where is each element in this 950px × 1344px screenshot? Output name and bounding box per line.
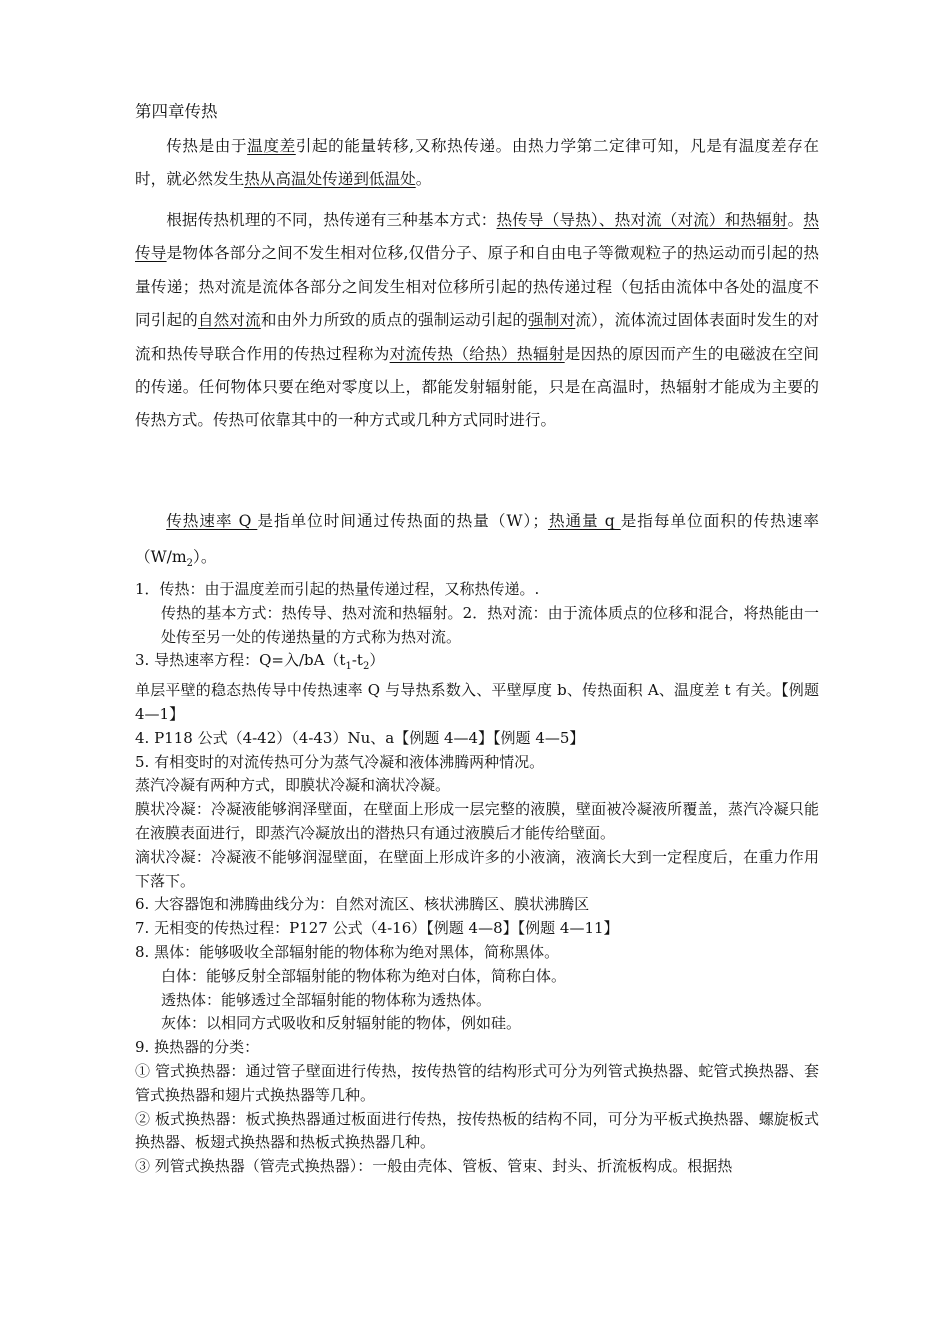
subscript: 1 xyxy=(345,661,352,673)
text: 流），流体流过固体表面时发生的对流和热传导联合作用的传热过程称为 xyxy=(135,311,819,363)
text: 3. 导热速率方程：Q=入/bA（t xyxy=(135,651,346,670)
paragraph-heat-rate-definition xyxy=(135,503,819,582)
underlined-term: 自然对流 xyxy=(197,311,261,330)
text: ）。 xyxy=(193,548,217,566)
list-item: 7. 无相变的传热过程：P127 公式（4-16）【例题 4—8】【例题 4—11】 xyxy=(135,919,619,938)
notes-list xyxy=(135,578,819,1179)
underlined-term: 传热速率 Q xyxy=(166,512,258,530)
paragraph-heat-transfer-definition xyxy=(135,130,819,197)
list-item: 单层平壁的稳态热传导中传热速率 Q 与导热系数入、平壁厚度 b、传热面积 A、温度差 t 有关。【例题 4—1】 xyxy=(135,681,819,723)
chapter-title: 第四章传热 xyxy=(135,102,218,121)
text: 是指每单位面积的传热速率（W/m xyxy=(135,512,819,566)
list-item xyxy=(135,649,819,679)
text: 是物体各部分之间不发生相对位移,仅借分子、原子和自由电子等微观粒子的热运动而引起的热量传递；热对流是流体各部分之间发生相对位移所引起的热传递过程（包括由流体中各处的温度不同引起的 xyxy=(135,244,819,330)
list-item: 灰体：以相同方式吸收和反射辐射能的物体，例如硅。 xyxy=(161,1014,522,1033)
underlined-term: 热从高温处传递到低温处 xyxy=(244,170,416,189)
text: ） xyxy=(369,651,385,670)
underlined-term: 热辐射 xyxy=(516,344,565,363)
list-item: 8. 黑体：能够吸收全部辐射能的物体称为绝对黑体，简称黑体。 xyxy=(135,942,560,961)
text: 。 xyxy=(787,211,804,229)
text: 。 xyxy=(415,170,432,189)
list-item: 9. 换热器的分类： xyxy=(135,1038,260,1057)
list-item: 6. 大容器饱和沸腾曲线分为：自然对流区、核状沸腾区、膜状沸腾区 xyxy=(135,895,590,914)
list-item: ① 管式换热器：通过管子壁面进行传热，按传热管的结构形式可分为列管式换热器、蛇管式换热器、套管式换热器和翅片式换热器等几种。 xyxy=(135,1061,819,1104)
list-item: 蒸汽冷凝有两种方式，即膜状冷凝和滴状冷凝。 xyxy=(135,776,451,795)
text: 和由外力所致的质点的强制运动引起的 xyxy=(260,311,529,330)
list-item: 4. P118 公式（4-42）（4-43）Nu、a【例题 4—4】【例题 4—5】 xyxy=(135,728,585,747)
underlined-term: 温度差 xyxy=(247,137,296,155)
list-item: 透热体：能够透过全部辐射能的物体称为透热体。 xyxy=(161,990,492,1009)
text: 引起的能量转移,又称热传递。由热力学第二定律可知，凡是有温度差存在时，就必然发生 xyxy=(135,137,819,189)
list-item: ③ 列管式换热器（管壳式换热器）：一般由壳体、管板、管束、封头、折流板构成。根据热 xyxy=(135,1157,733,1176)
list-item: 滴状冷凝：冷凝液不能够润湿壁面，在壁面上形成许多的小液滴，液滴长大到一定程度后，在重力作用下落下。 xyxy=(135,847,819,890)
underlined-term: 对流传热（给热） xyxy=(389,344,517,363)
underlined-term: 热通量 q xyxy=(547,512,621,530)
list-item: ② 板式换热器：板式换热器通过板面进行传热，按传热板的结构不同，可分为平板式换热器、螺旋板式换热器、板翅式换热器和热板式换热器几种。 xyxy=(135,1109,819,1152)
list-item: 白体：能够反射全部辐射能的物体称为绝对白体，简称白体。 xyxy=(161,966,567,985)
list-item: 膜状冷凝：冷凝液能够润泽壁面，在壁面上形成一层完整的液膜，壁面被冷凝液所覆盖，蒸汽冷凝只能在液膜表面进行，即蒸汽冷凝放出的潜热只有通过液膜后才能传给壁面。 xyxy=(135,800,819,842)
text: 传热是由于 xyxy=(166,137,248,155)
list-item: 传热的基本方式：热传导、热对流和热辐射。2．热对流：由于流体质点的位移和混合，将热能由一处传至另一处的传递热量的方式称为热对流。 xyxy=(161,603,819,646)
underlined-term: 热传导 xyxy=(135,211,819,263)
list-item: 5. 有相变时的对流传热可分为蒸气冷凝和液体沸腾两种情况。 xyxy=(135,752,545,771)
subscript: 2 xyxy=(186,558,194,570)
underlined-term: 热传导（导热）、热对流（对流）和热辐射 xyxy=(496,211,788,229)
list-item: 1．传热：由于温度差而引起的热量传递过程，又称热传递。. xyxy=(135,580,540,598)
subscript: 2 xyxy=(362,661,370,673)
text: 是因热的原因而产生的电磁波在空间的传递。任何物体只要在绝对零度以上，都能发射辐射能，只是在高温时，热辐射才能成为主要的传热方式。传热可依靠其中的一种方式或几种方式同时进行。 xyxy=(135,344,819,430)
paragraph-heat-transfer-modes xyxy=(135,204,819,438)
text: 根据传热机理的不同，热传递有三种基本方式： xyxy=(166,211,497,229)
text: -t xyxy=(351,651,363,670)
underlined-term: 强制对 xyxy=(528,311,576,330)
text: 是指单位时间通过传热面的热量（W）； xyxy=(257,512,548,530)
